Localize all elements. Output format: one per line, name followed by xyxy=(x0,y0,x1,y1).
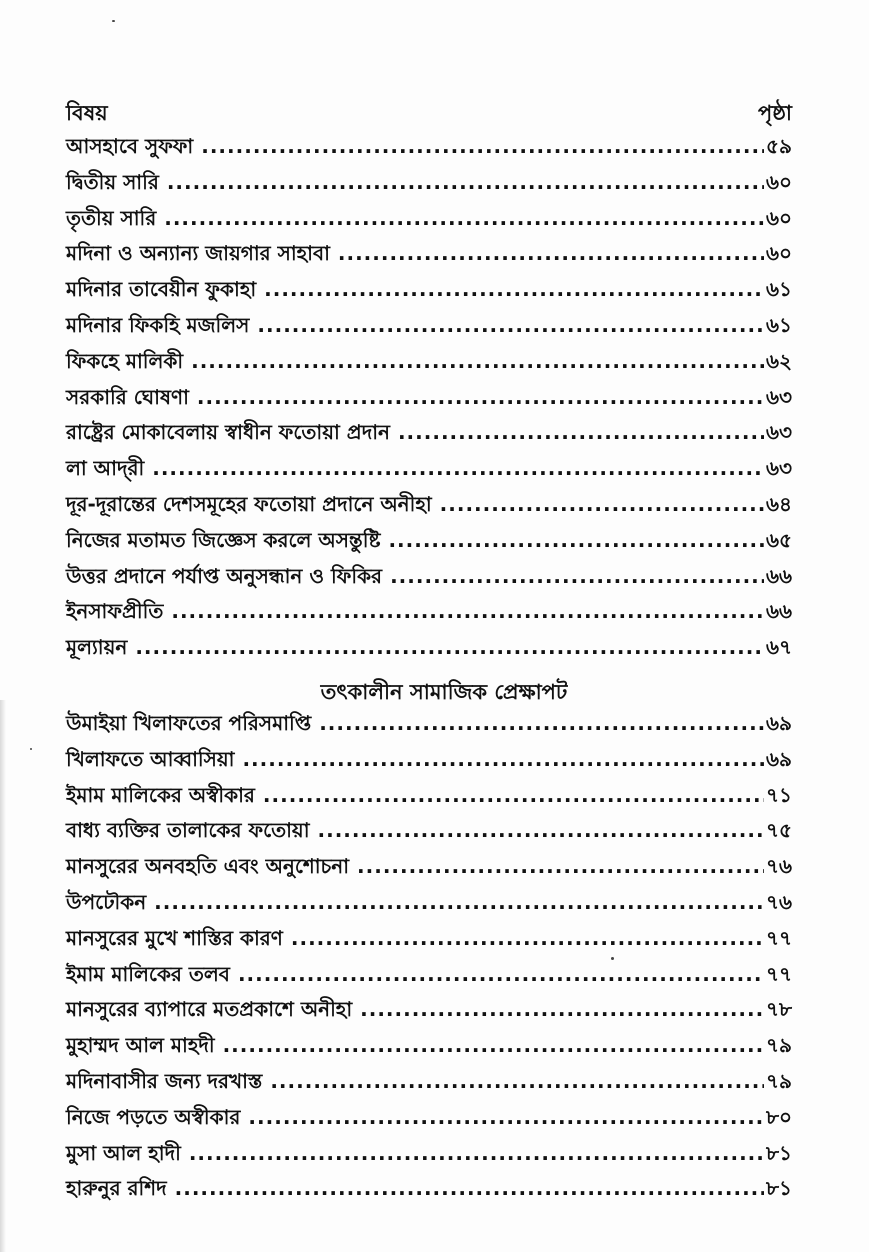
toc-entry-title: আসহাবে সুফফা xyxy=(66,134,194,158)
toc-entry-title: উপঢৌকন xyxy=(66,889,147,914)
toc-entry-title: মূল্যায়ন xyxy=(66,635,128,660)
toc-entry-title: মুহাম্মদ আল মাহদী xyxy=(66,1033,215,1058)
toc-entry-page-number: ৬০ xyxy=(765,205,792,230)
toc-entry-page-number: ৭৯ xyxy=(766,1033,792,1058)
toc-list-part2 xyxy=(66,709,792,1210)
toc-entry-title: খিলাফতে আব্বাসিয়া xyxy=(66,746,235,771)
dot-leader xyxy=(388,528,764,552)
toc-entry xyxy=(66,275,792,311)
dot-leader xyxy=(357,854,764,878)
toc-entry-page-number: ৮১ xyxy=(766,1176,792,1201)
dot-leader xyxy=(154,890,764,914)
toc-entry-title: দূর-দূরান্তের দেশসমূহের ফতোয়া প্রদানে অনীহা xyxy=(66,491,432,516)
toc-entry xyxy=(66,418,792,454)
section-heading: তৎকালীন সামাজিক প্রেক্ষাপট xyxy=(320,679,568,704)
dot-leader xyxy=(319,711,764,735)
toc-entry xyxy=(66,1174,792,1210)
dot-leader xyxy=(248,1105,764,1129)
toc-entry-title: মানসুরের মুখে শাস্তির কারণ xyxy=(66,925,283,950)
toc-entry-page-number: ৭৭ xyxy=(765,925,792,950)
toc-entry-title: ইমাম মালিকের তলব xyxy=(66,961,230,986)
toc-entry-page-number: ৬৯ xyxy=(766,746,792,771)
toc-entry-page-number: ৬৬ xyxy=(765,599,792,624)
toc-entry-page-number: ৬১ xyxy=(766,277,792,302)
toc-entry-page-number: ৫৯ xyxy=(766,134,792,158)
dot-leader xyxy=(135,635,764,659)
toc-entry xyxy=(66,709,792,745)
toc-list-part1 xyxy=(66,132,792,669)
toc-entry-page-number: ৬৭ xyxy=(765,635,792,660)
toc-entry-page-number: ৬৩ xyxy=(765,420,792,445)
dot-leader xyxy=(238,962,764,986)
toc-entry-page-number: ৬৯ xyxy=(766,710,792,735)
toc-entry xyxy=(66,239,792,275)
toc-entry-page-number: ৭৫ xyxy=(766,818,792,843)
toc-entry-title: নিজে পড়তে অস্বীকার xyxy=(66,1104,241,1129)
dot-leader xyxy=(398,420,764,444)
toc-entry-page-number: ৬২ xyxy=(765,348,792,373)
dot-leader xyxy=(291,926,764,950)
toc-entry-page-number: ৬৩ xyxy=(765,384,792,409)
toc-entry xyxy=(66,781,792,817)
toc-entry xyxy=(66,924,792,960)
print-speck xyxy=(112,20,115,22)
toc-entry xyxy=(66,960,792,996)
toc-entry-page-number: ৬৩ xyxy=(765,456,792,481)
toc-entry-page-number: ৬১ xyxy=(766,312,792,337)
toc-entry xyxy=(66,995,792,1031)
toc-entry-page-number: ৬৪ xyxy=(766,491,792,516)
toc-entry-title: ফিকহে মালিকী xyxy=(66,348,184,373)
toc-entry-title: তৃতীয় সারি xyxy=(66,205,157,230)
toc-entry xyxy=(66,745,792,781)
toc-entry-page-number: ৭৭ xyxy=(765,961,792,986)
dot-leader xyxy=(440,492,764,516)
dot-leader xyxy=(318,818,765,842)
toc-entry xyxy=(66,347,792,383)
dot-leader xyxy=(201,134,764,158)
dot-leader xyxy=(197,385,764,409)
toc-entry-page-number: ৬৫ xyxy=(766,527,792,552)
toc-entry-title: মদিনাবাসীর জন্য দরখাস্ত xyxy=(66,1068,263,1093)
toc-entry-title: নিজের মতামত জিজ্ঞেস করলে অসন্তুষ্টি xyxy=(66,527,381,552)
toc-entry-page-number: ৭৬ xyxy=(765,889,792,914)
toc-entry xyxy=(66,454,792,490)
toc-entry xyxy=(66,852,792,888)
dot-leader xyxy=(152,456,764,480)
toc-entry xyxy=(66,204,792,240)
toc-entry-title: বাধ্য ব্যক্তির তালাকের ফতোয়া xyxy=(66,818,310,843)
toc-entry-title: দ্বিতীয় সারি xyxy=(66,169,159,194)
toc-entry xyxy=(66,1067,792,1103)
toc-entry-title: মানসুরের ব্যাপারে মতপ্রকাশে অনীহা xyxy=(66,997,353,1022)
dot-leader xyxy=(242,747,764,771)
dot-leader xyxy=(390,564,764,588)
dot-leader xyxy=(171,599,764,623)
dot-leader xyxy=(191,349,764,373)
toc-entry-title: সরকারি ঘোষণা xyxy=(66,384,189,409)
toc-entry xyxy=(66,1103,792,1139)
dot-leader xyxy=(175,1176,764,1200)
dot-leader xyxy=(263,783,764,807)
toc-entry-page-number: ৭৮ xyxy=(766,997,792,1022)
print-speck xyxy=(30,748,32,750)
dot-leader xyxy=(223,1033,764,1057)
toc-entry-title: লা আদ্‌রী xyxy=(66,456,145,481)
toc-entry-page-number: ৮১ xyxy=(766,1140,792,1165)
toc-entry-page-number: ৭৯ xyxy=(766,1068,792,1093)
dot-leader xyxy=(264,277,764,301)
toc-entry xyxy=(66,1139,792,1175)
toc-entry xyxy=(66,562,792,598)
dot-leader xyxy=(189,1141,764,1165)
toc-entry xyxy=(66,633,792,669)
toc-entry-page-number: ৮০ xyxy=(766,1104,792,1129)
toc-entry-page-number: ৬৬ xyxy=(765,563,792,588)
toc-entry-page-number: ৭১ xyxy=(766,782,792,807)
toc-entry-page-number: ৭৬ xyxy=(765,854,792,879)
toc-entry xyxy=(66,1031,792,1067)
dot-leader xyxy=(360,997,764,1021)
toc-entry-title: ইমাম মালিকের অস্বীকার xyxy=(66,782,255,807)
toc-entry-title: মদিনা ও অন্যান্য জায়গার সাহাবা xyxy=(66,241,330,266)
table-of-contents xyxy=(66,96,792,1210)
toc-entry-title: হারুনুর রশিদ xyxy=(66,1176,167,1201)
dot-leader xyxy=(257,313,764,337)
dot-leader xyxy=(167,170,764,194)
toc-entry xyxy=(66,816,792,852)
toc-entry-page-number: ৬০ xyxy=(765,241,792,266)
toc-entry-title: উমাইয়া খিলাফতের পরিসমাপ্তি xyxy=(66,710,312,735)
page-gutter-shadow xyxy=(0,700,6,1252)
dot-leader xyxy=(338,241,764,265)
toc-entry-title: মদিনার ফিকহি মজলিস xyxy=(66,312,250,337)
toc-entry-title: মদিনার তাবেয়ীন ফুকাহা xyxy=(66,277,257,302)
toc-entry xyxy=(66,526,792,562)
toc-entry xyxy=(66,490,792,526)
toc-entry xyxy=(66,888,792,924)
toc-entry xyxy=(66,132,792,168)
toc-entry-page-number: ৬০ xyxy=(765,169,792,194)
toc-entry-title: উত্তর প্রদানে পর্যাপ্ত অনুসন্ধান ও ফিকির xyxy=(66,563,383,588)
toc-entry xyxy=(66,383,792,419)
toc-entry-title: ইনসাফপ্রীতি xyxy=(66,599,164,624)
toc-header xyxy=(66,96,792,132)
toc-entry xyxy=(66,311,792,347)
toc-entry-title: রাষ্ট্রের মোকাবেলায় স্বাধীন ফতোয়া প্রদান xyxy=(66,420,390,445)
dot-leader xyxy=(164,206,764,230)
dot-leader xyxy=(270,1069,764,1093)
page-column-label: পৃষ্ঠা xyxy=(757,101,792,125)
subject-column-label: বিষয় xyxy=(66,101,108,125)
toc-entry xyxy=(66,168,792,204)
toc-entry xyxy=(66,597,792,633)
toc-entry-title: মুসা আল হাদী xyxy=(66,1140,181,1165)
toc-entry-title: মানসুরের অনবহতি এবং অনুশোচনা xyxy=(66,854,350,879)
